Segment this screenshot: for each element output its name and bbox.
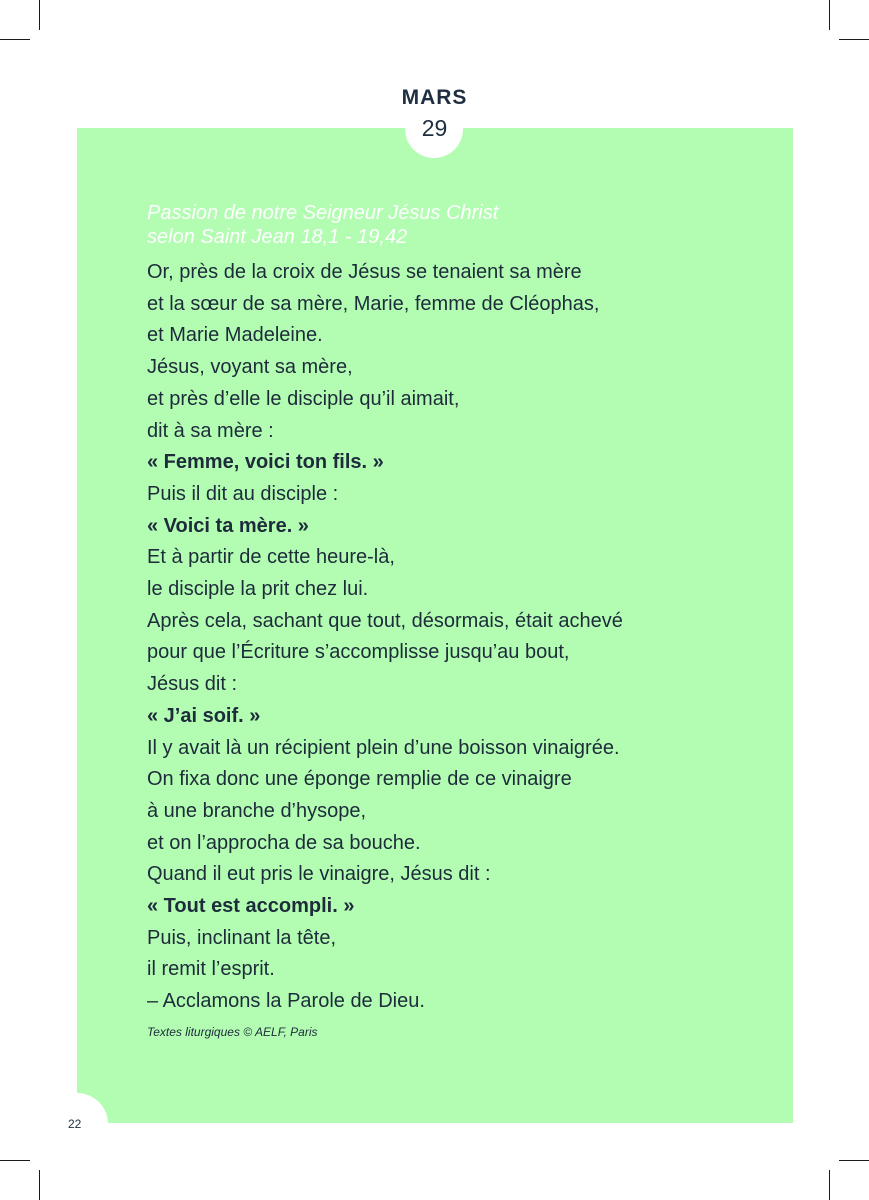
copyright-note: Textes liturgiques © AELF, Paris — [147, 1025, 318, 1039]
reading-line: dit à sa mère : — [147, 419, 274, 442]
reading-line-quote: « Femme, voici ton fils. » — [147, 451, 384, 474]
page-number: 22 — [68, 1117, 82, 1131]
crop-mark — [829, 1170, 830, 1200]
reading-line-quote: « Voici ta mère. » — [147, 514, 309, 537]
crop-mark — [0, 1160, 30, 1161]
reading-line-quote: « Tout est accompli. » — [147, 895, 355, 918]
reading-line: et on l’approcha de sa bouche. — [147, 831, 421, 854]
reading-line: pour que l’Écriture s’accomplisse jusqu’au bout, — [147, 641, 570, 664]
month-label: MARS — [401, 86, 468, 109]
reading-line: Jésus, voyant sa mère, — [147, 356, 353, 379]
reading-line-quote: « J’ai soif. » — [147, 704, 261, 727]
crop-mark — [39, 0, 40, 30]
reading-line: Après cela, sachant que tout, désormais, était achevé — [147, 609, 623, 632]
reading-title — [147, 201, 498, 249]
reading-line: et Marie Madeleine. — [147, 324, 323, 347]
reading-line: Il y avait là un récipient plein d’une boisson vinaigrée. — [147, 736, 620, 759]
crop-mark — [839, 39, 869, 40]
crop-mark — [39, 1170, 40, 1200]
reading-line: On fixa donc une éponge remplie de ce vinaigre — [147, 768, 572, 791]
crop-mark — [829, 0, 830, 30]
reading-line: il remit l’esprit. — [147, 958, 275, 981]
reading-line: Or, près de la croix de Jésus se tenaient sa mère — [147, 261, 582, 283]
reading-line: Et à partir de cette heure-là, — [147, 546, 395, 569]
day-number: 29 — [421, 115, 448, 141]
reading-line: Puis il dit au disciple : — [147, 482, 339, 505]
reading-body — [147, 257, 623, 1018]
reading-line: à une branche d’hysope, — [147, 799, 367, 822]
reading-line: et près d’elle le disciple qu’il aimait, — [147, 387, 460, 410]
reading-line: – Acclamons la Parole de Dieu. — [147, 990, 425, 1013]
reading-line: le disciple la prit chez lui. — [147, 578, 369, 601]
reading-line: et la sœur de sa mère, Marie, femme de Cléophas, — [147, 292, 600, 315]
reading-line: Jésus dit : — [147, 673, 238, 696]
reading-line: Puis, inclinant la tête, — [147, 926, 336, 949]
crop-mark — [0, 39, 30, 40]
crop-mark — [839, 1160, 869, 1161]
reading-line: Quand il eut pris le vinaigre, Jésus dit : — [147, 863, 491, 886]
reading-title-line2: selon Saint Jean 18,1 - 19,42 — [147, 226, 408, 248]
reading-title-line1: Passion de notre Seigneur Jésus Christ — [147, 202, 499, 224]
